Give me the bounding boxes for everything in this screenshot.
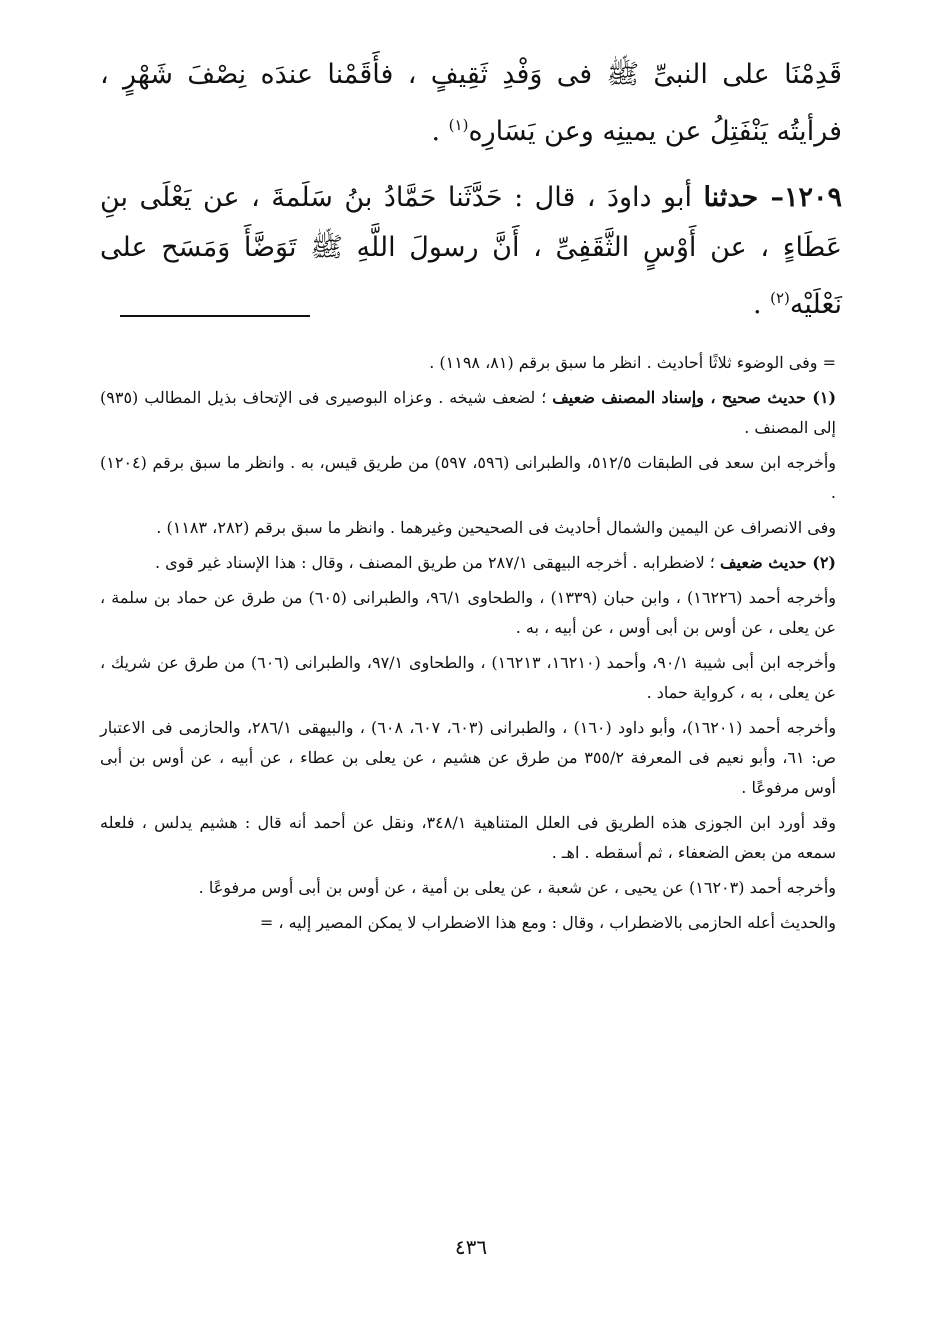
note-1 — [100, 383, 836, 443]
note-2-hazimi: والحديث أعله الحازمى بالاضطراب ، وقال : ومع هذا الاضطراب لا يمكن المصير إليه ، = — [259, 913, 836, 932]
paragraph-1 — [100, 50, 842, 157]
footnotes — [100, 348, 836, 943]
note-1-insiraf: وفى الانصراف عن اليمين والشمال أحاديث فى الصحيحين وغيرهما . وانظر ما سبق برقم (٢٨٢، ١١٨٣) . — [156, 518, 836, 537]
page-number: ٤٣٦ — [454, 1235, 488, 1259]
hadith-1209 — [100, 173, 842, 330]
footnote-ref-2: (٢) — [770, 289, 790, 307]
p1-end: . — [431, 116, 449, 147]
note-2-ibn-abi-shayba: وأخرجه ابن أبى شيبة ٩٠/١، وأحمد (١٦٢١٠، ١٦٢١٣) ، والطحاوى ٩٧/١، والطبرانى (٦٠٦) من طرق عن شريك ، عن يعلى ، به ، كرواية حماد . — [100, 653, 837, 702]
hadith-text: أبو داودَ ، قال : حَدَّثَنا حَمَّادُ بنُ سَلَمةَ ، عن يَعْلَى بنِ عَطَاءٍ ، عن أَوْسٍ الثَّقَفِىِّ ، أَنَّ رسولَ اللَّهِ ﷺ تَوَضَّأَ وَمَسَح على نَعْلَيْه — [100, 182, 842, 320]
note-continued: = وفى الوضوء ثلاثًا أحاديث . انظر ما سبق برقم (٨١، ١١٩٨) . — [429, 353, 836, 372]
note-1-grade: (١) حديث صحيح ، وإسناد المصنف ضعيف — [552, 388, 837, 407]
footnote-divider — [120, 315, 310, 317]
note-2-shuba: وأخرجه أحمد (١٦٢٠٣) عن يحيى ، عن شعبة ، عن يعلى بن أمية ، عن أوس بن أبى أوس مرفوعًا . — [198, 878, 836, 897]
note-2-ahmad: وأخرجه أحمد (١٦٢٢٦) ، وابن حبان (١٣٣٩) ، والطحاوى ٩٦/١، والطبرانى (٦٠٥) من طرق عن حماد بن سلمة ، عن يعلى ، عن أوس بن أبى أوس ، عن أبيه ، به . — [100, 588, 837, 637]
main-text — [100, 50, 842, 330]
hadith-number: ١٢٠٩– حدثنا — [703, 182, 842, 213]
note-1-text: ؛ لضعف شيخه . وعزاه البوصيرى فى الإتحاف بذيل المطالب (٩٣٥) إلى المصنف . — [100, 388, 836, 437]
p1-text: قَدِمْنَا على النبىِّ ﷺ فى وَفْدِ ثَقِيفٍ ، فأَقَمْنا عندَه نِصْفَ شَهْرٍ ، فرأيتُه يَنْفَتِلُ عن يمينِه وعن يَسَارِه — [100, 59, 842, 147]
note-2-hushaym: وأخرجه أحمد (١٦٢٠١)، وأبو داود (١٦٠) ، والطبرانى (٦٠٣، ٦٠٧، ٦٠٨) ، والبيهقى ٢٨٦/١، والحازمى فى الاعتبار ص: ٦١، وأبو نعيم فى المعرفة ٣٥٥/٢ من طرق عن هشيم ، عن يعلى بن عطاء ، عن أبيه ، عن أوس بن أبى أوس مرفوعًا . — [100, 718, 837, 797]
note-1-ibn-saad: وأخرجه ابن سعد فى الطبقات ٥١٢/٥، والطبرانى (٥٩٦، ٥٩٧) من طريق قيس، به . وانظر ما سبق برقم (١٢٠٤) . — [100, 453, 837, 502]
note-2-text: ؛ لاضطرابه . أخرجه البيهقى ٢٨٧/١ من طريق المصنف ، وقال : هذا الإسناد غير قوى . — [155, 553, 720, 572]
note-2 — [100, 548, 836, 578]
note-2-ibn-jawzi: وقد أورد ابن الجوزى هذه الطريق فى العلل المتناهية ٣٤٨/١، ونقل عن أحمد أنه قال : هشيم يدلس ، فلعله سمعه من بعض الضعفاء ، ثم أسقطه . اهـ . — [100, 813, 837, 862]
note-2-grade: (٢) حديث ضعيف — [719, 553, 836, 572]
footnote-ref-1: (١) — [448, 116, 469, 134]
hadith-end: . — [752, 289, 771, 320]
